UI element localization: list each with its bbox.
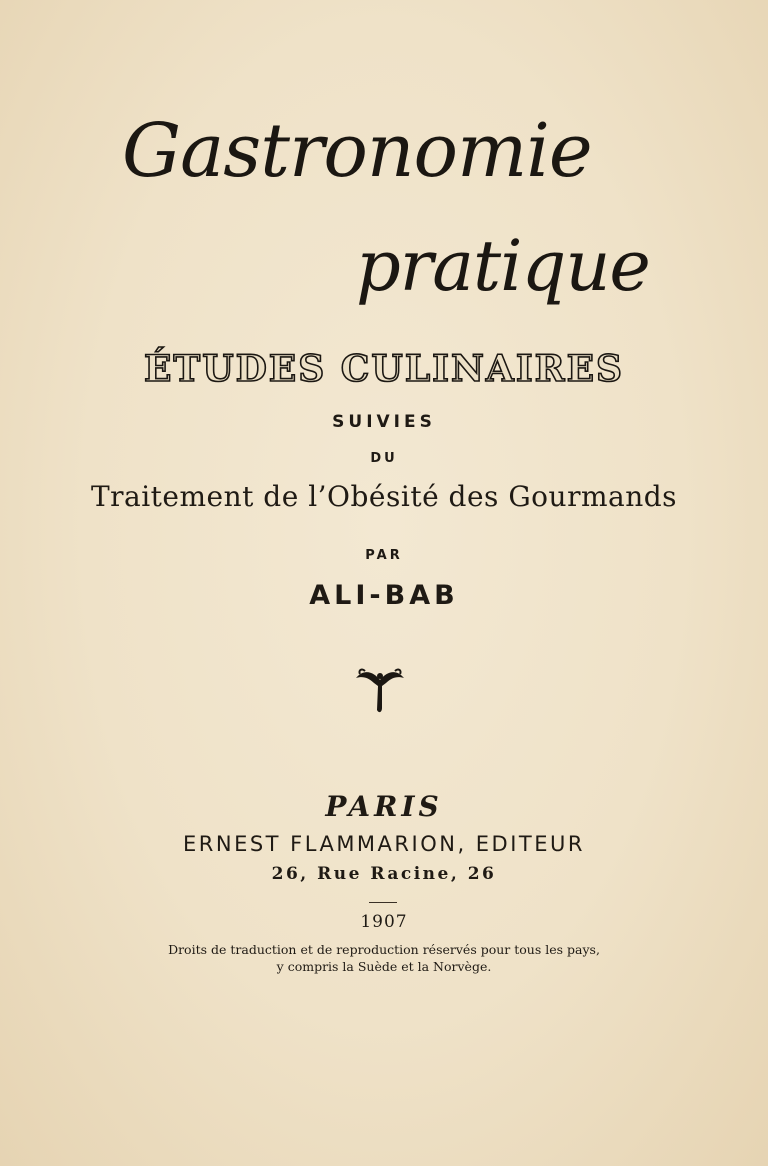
floral-ornament-icon: [352, 664, 408, 716]
rights-notice: [0, 941, 768, 975]
subtitle: ÉTUDES CULINAIRES: [143, 348, 625, 390]
title-line-1: Gastronomie: [122, 108, 592, 194]
publication-year: 1907: [360, 912, 408, 932]
imprint-city: PARIS: [325, 790, 443, 823]
du-text: DU: [370, 451, 398, 466]
treatise-title: Traitement de l’Obésité des Gourmands: [90, 480, 678, 513]
imprint-address: 26, Rue Racine, 26: [271, 864, 497, 884]
author-name: ALI-BAB: [309, 580, 459, 611]
par-text: PAR: [365, 548, 403, 563]
suivies-text: SUIVIES: [332, 412, 436, 432]
imprint-publisher: ERNEST FLAMMARION, EDITEUR: [183, 832, 585, 856]
divider-rule: [369, 902, 397, 903]
rights-line-2: y compris la Suède et la Norvège.: [276, 959, 492, 974]
rights-line-1: Droits de traduction et de reproduction réservés pour tous les pays,: [168, 942, 600, 957]
title-line-2: pratique: [356, 225, 650, 307]
